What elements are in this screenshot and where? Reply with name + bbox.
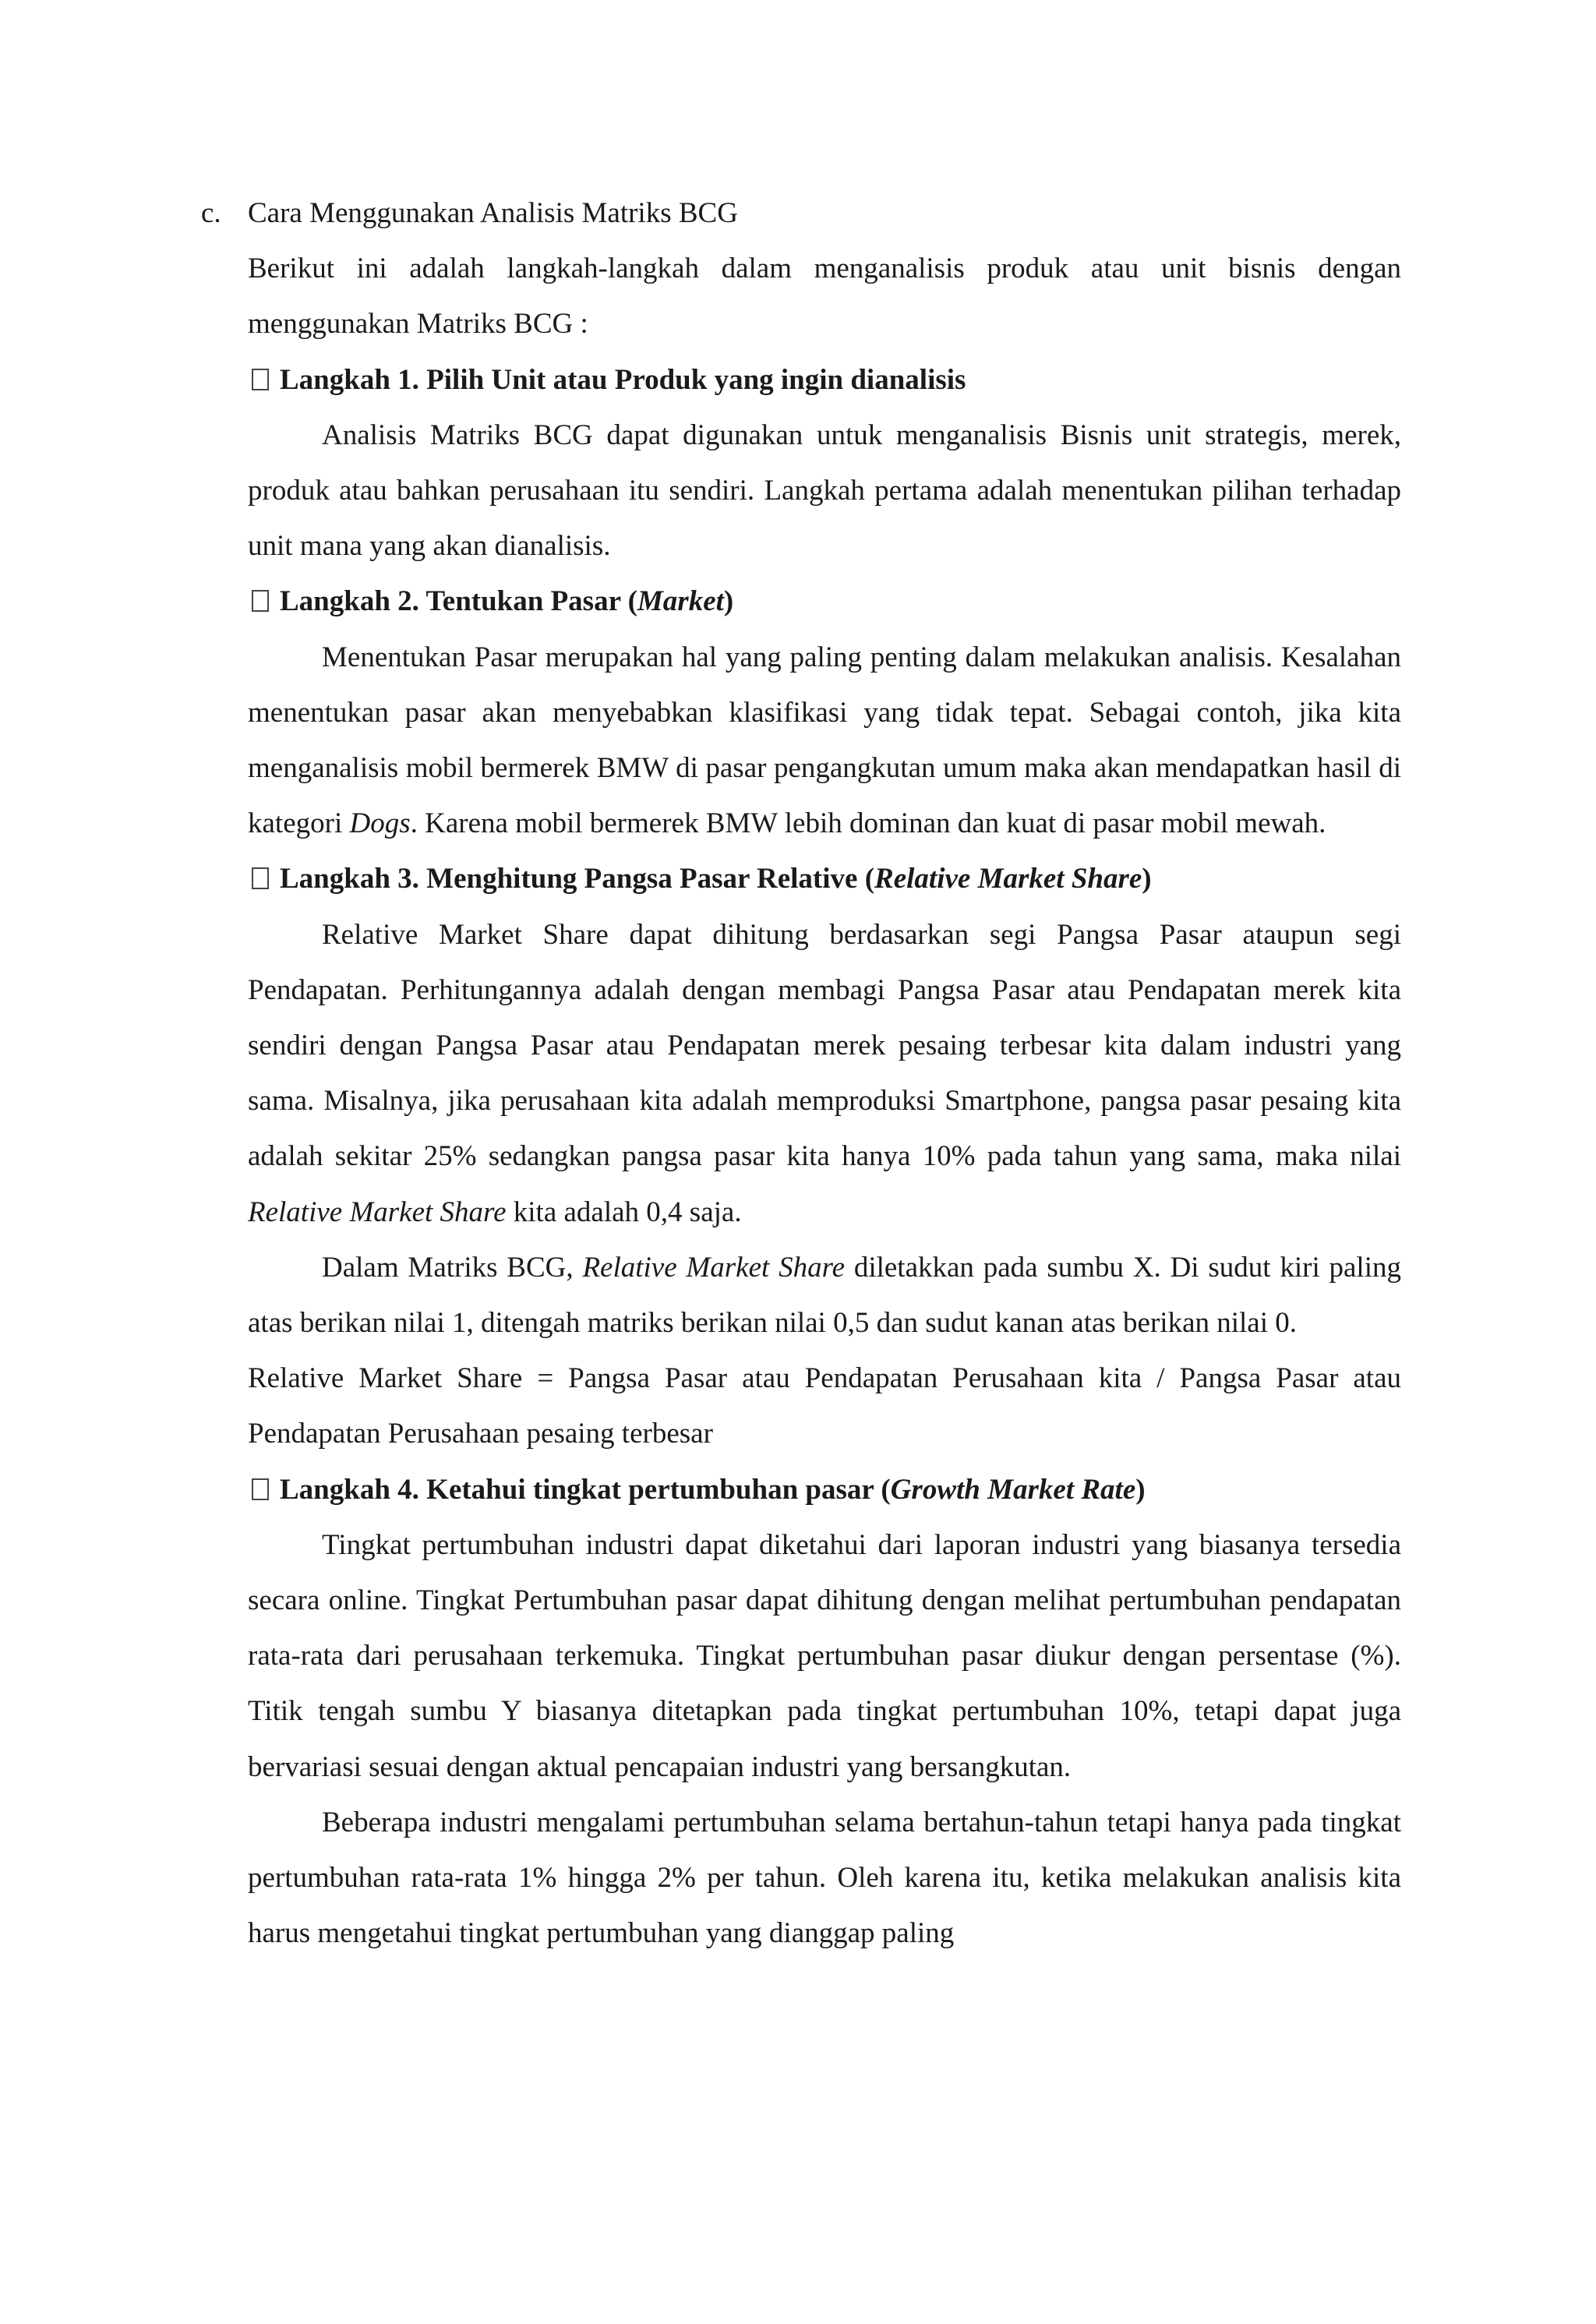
missing-glyph-box-icon xyxy=(252,867,269,889)
step-2-heading-emphasis: Market xyxy=(637,585,724,618)
missing-glyph-box-icon xyxy=(252,590,269,612)
step-2-heading-pre: Langkah 2. Tentukan Pasar ( xyxy=(280,585,637,618)
step-4-paragraph-1: Tingkat pertumbuhan industri dapat diketahui dari laporan industri yang biasanya tersedia secara online. Tingkat Pertumbuhan pasar dapat dihitung dengan melihat pertumbuhan pendapatan rata-rata dari perusahaan terkemuka. Tingkat pertumbuhan pasar diukur dengan persentase (%). Titik tengah sumbu Y biasanya ditetapkan pada tingkat pertumbuhan 10%, tetapi dapat juga bervariasi sesuai dengan aktual pencapaian industri yang bersangkutan. xyxy=(248,1528,1401,1783)
step-3-paragraph-1 xyxy=(248,907,1401,1240)
step-4-heading xyxy=(248,1462,1401,1517)
step-2-heading-post: ) xyxy=(723,585,734,618)
step-4-heading-pre: Langkah 4. Ketahui tingkat pertumbuhan pasar ( xyxy=(280,1473,891,1506)
step-1-heading-text: Langkah 1. Pilih Unit atau Produk yang ingin dianalisis xyxy=(280,363,966,396)
step-2-heading xyxy=(248,574,1401,629)
section-heading xyxy=(201,185,1401,241)
step-3-paragraph-1-pre: Relative Market Share dapat dihitung berdasarkan segi Pangsa Pasar ataupun segi Pendapatan. Perhitungannya adalah dengan membagi Pangsa Pasar atau Pendapatan merek kita sendiri dengan Pangsa Pasar atau Pendapatan merek pesaing terbesar kita dalam industri yang sama. Misalnya, jika perusahaan kita adalah memproduksi Smartphone, pangsa pasar pesaing kita adalah sekitar 25% sedangkan pangsa pasar kita hanya 10% pada tahun yang sama, maka nilai xyxy=(248,918,1401,1173)
intro-paragraph: Berikut ini adalah langkah-langkah dalam menganalisis produk atau unit bisnis dengan menggunakan Matriks BCG : xyxy=(248,253,1401,341)
step-2-paragraph-pre: Menentukan Pasar merupakan hal yang paling penting dalam melakukan analisis. Kesalahan menentukan pasar akan menyebabkan klasifikasi yang tidak tepat. Sebagai contoh, jika kita menganalisis mobil bermerek BMW di pasar pengangkutan umum maka akan mendapatkan hasil di kategori xyxy=(248,641,1401,840)
step-3-heading-emphasis: Relative Market Share xyxy=(874,863,1142,895)
section-marker: c. xyxy=(201,197,221,229)
step-4-heading-emphasis: Growth Market Rate xyxy=(890,1473,1136,1506)
missing-glyph-box-icon xyxy=(252,369,269,390)
step-3-paragraph-1-emphasis: Relative Market Share xyxy=(248,1196,507,1228)
step-1-heading xyxy=(248,352,1401,408)
step-3-paragraph-2-emphasis: Relative Market Share xyxy=(582,1251,846,1284)
step-2-paragraph-emphasis: Dogs xyxy=(349,807,411,840)
step-2-paragraph xyxy=(248,630,1401,852)
step-3-paragraph-2-pre: Dalam Matriks BCG, xyxy=(322,1251,583,1284)
step-4-paragraph-2: Beberapa industri mengalami pertumbuhan selama bertahun-tahun tetapi hanya pada tingkat pertumbuhan rata-rata 1% hingga 2% per tahun. Oleh karena itu, ketika melakukan analisis kita harus mengetahui tingkat pertumbuhan yang dianggap paling xyxy=(248,1806,1401,1950)
step-3-paragraph-2-post: diletakkan pada sumbu X. Di sudut kiri paling atas berikan nilai 1, ditengah matriks berikan nilai 0,5 dan sudut kanan atas berikan nilai 0. xyxy=(248,1251,1401,1340)
document-body xyxy=(201,185,1401,1962)
step-3-heading-pre: Langkah 3. Menghitung Pangsa Pasar Relative ( xyxy=(280,863,875,895)
step-4-heading-post: ) xyxy=(1135,1473,1146,1506)
step-3-paragraph-1-post: kita adalah 0,4 saja. xyxy=(506,1196,742,1228)
section-title: Cara Menggunakan Analisis Matriks BCG xyxy=(248,197,738,229)
step-3-heading-post: ) xyxy=(1142,863,1152,895)
step-2-paragraph-post: . Karena mobil bermerek BMW lebih dominan dan kuat di pasar mobil mewah. xyxy=(410,807,1326,840)
step-3-formula: Relative Market Share = Pangsa Pasar atau Pendapatan Perusahaan kita / Pangsa Pasar atau Pendapatan Perusahaan pesaing terbesar xyxy=(248,1362,1401,1450)
step-3-paragraph-2 xyxy=(248,1240,1401,1351)
missing-glyph-box-icon xyxy=(252,1478,269,1500)
step-3-heading xyxy=(248,851,1401,906)
step-1-paragraph: Analisis Matriks BCG dapat digunakan untuk menganalisis Bisnis unit strategis, merek, produk atau bahkan perusahaan itu sendiri. Langkah pertama adalah menentukan pilihan terhadap unit mana yang akan dianalisis. xyxy=(248,419,1401,563)
